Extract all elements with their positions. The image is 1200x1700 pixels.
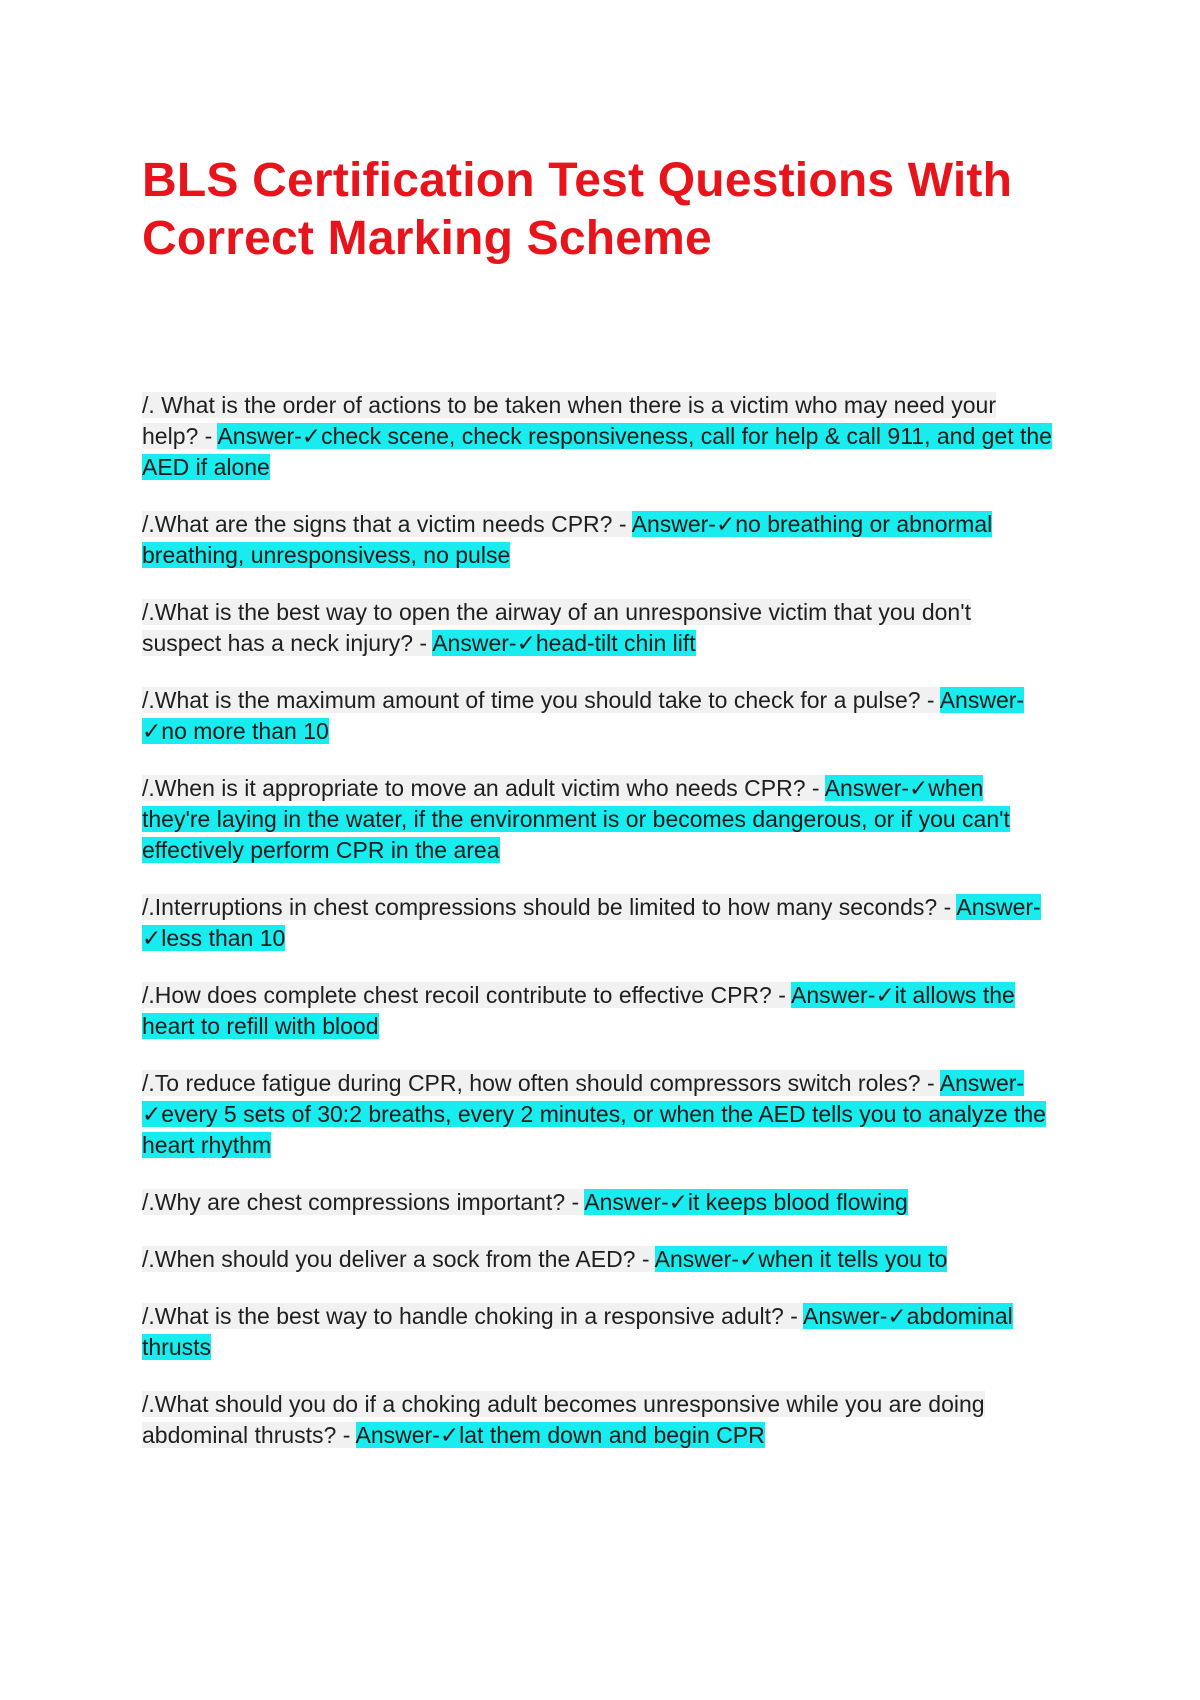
answer-text: Answer-✓no breathing or abnormal breathing, unresponsivess, no pulse xyxy=(142,511,993,568)
question-text: /. What is the order of actions to be taken when there is a victim who may need your help? xyxy=(142,392,996,449)
question-text: /.To reduce fatigue during CPR, how often should compressors switch roles? xyxy=(142,1070,921,1096)
question-text: /.When is it appropriate to move an adult victim who needs CPR? xyxy=(142,775,806,801)
qa-item xyxy=(142,509,1052,571)
question-text: /.What is the maximum amount of time you should take to check for a pulse? xyxy=(142,687,921,713)
answer-text: Answer-✓when they're laying in the water, if the environment is or becomes dangerous, or if you can't effectively perform CPR in the area xyxy=(142,775,1010,863)
answer-text: Answer-✓no more than 10 xyxy=(142,687,1025,744)
qa-item xyxy=(142,1187,1052,1218)
question-text: /.When should you deliver a sock from the AED? xyxy=(142,1246,636,1272)
question-answer-separator: - xyxy=(635,1246,655,1272)
question-text: /.Interruptions in chest compressions should be limited to how many seconds? xyxy=(142,894,938,920)
qa-item xyxy=(142,980,1052,1042)
qa-item xyxy=(142,892,1052,954)
answer-text: Answer-✓head-tilt chin lift xyxy=(432,630,696,656)
qa-item xyxy=(142,1068,1052,1161)
document-title: BLS Certification Test Questions With Correct Marking Scheme xyxy=(142,154,1013,265)
qa-list xyxy=(142,390,1052,1477)
question-answer-separator: - xyxy=(783,1303,803,1329)
question-answer-separator: - xyxy=(920,1070,940,1096)
answer-text: Answer-✓when it tells you to xyxy=(654,1246,948,1272)
question-answer-separator: - xyxy=(771,982,791,1008)
question-text: /.What are the signs that a victim needs CPR? xyxy=(142,511,613,537)
question-answer-separator: - xyxy=(198,423,218,449)
answer-text: Answer-✓it allows the heart to refill with blood xyxy=(142,982,1015,1039)
question-answer-separator: - xyxy=(805,775,825,801)
question-answer-separator: - xyxy=(920,687,940,713)
question-text: /.Why are chest compressions important? xyxy=(142,1189,566,1215)
qa-item xyxy=(142,773,1052,866)
question-answer-separator: - xyxy=(413,630,433,656)
answer-text: Answer-✓abdominal thrusts xyxy=(142,1303,1013,1360)
qa-item xyxy=(142,685,1052,747)
question-text: /.What should you do if a choking adult becomes unresponsive while you are doing abdominal thrusts? xyxy=(142,1391,985,1448)
qa-item xyxy=(142,390,1052,483)
question-answer-separator: - xyxy=(565,1189,585,1215)
question-answer-separator: - xyxy=(612,511,632,537)
question-text: /.How does complete chest recoil contribute to effective CPR? xyxy=(142,982,772,1008)
qa-item xyxy=(142,1389,1052,1451)
question-answer-separator: - xyxy=(336,1422,356,1448)
question-text: /.What is the best way to handle choking in a responsive adult? xyxy=(142,1303,784,1329)
answer-text: Answer-✓check scene, check responsiveness, call for help & call 911, and get the AED if alone xyxy=(142,423,1052,480)
answer-text: Answer-✓lat them down and begin CPR xyxy=(355,1422,765,1448)
answer-text: Answer-✓every 5 sets of 30:2 breaths, every 2 minutes, or when the AED tells you to analyze the heart rhythm xyxy=(142,1070,1046,1158)
answer-text: Answer-✓it keeps blood flowing xyxy=(584,1189,908,1215)
qa-item xyxy=(142,1301,1052,1363)
answer-text: Answer-✓less than 10 xyxy=(142,894,1041,951)
question-answer-separator: - xyxy=(937,894,957,920)
qa-item xyxy=(142,1244,1052,1275)
question-text: /.What is the best way to open the airway of an unresponsive victim that you don't suspect has a neck injury? xyxy=(142,599,971,656)
qa-item xyxy=(142,597,1052,659)
